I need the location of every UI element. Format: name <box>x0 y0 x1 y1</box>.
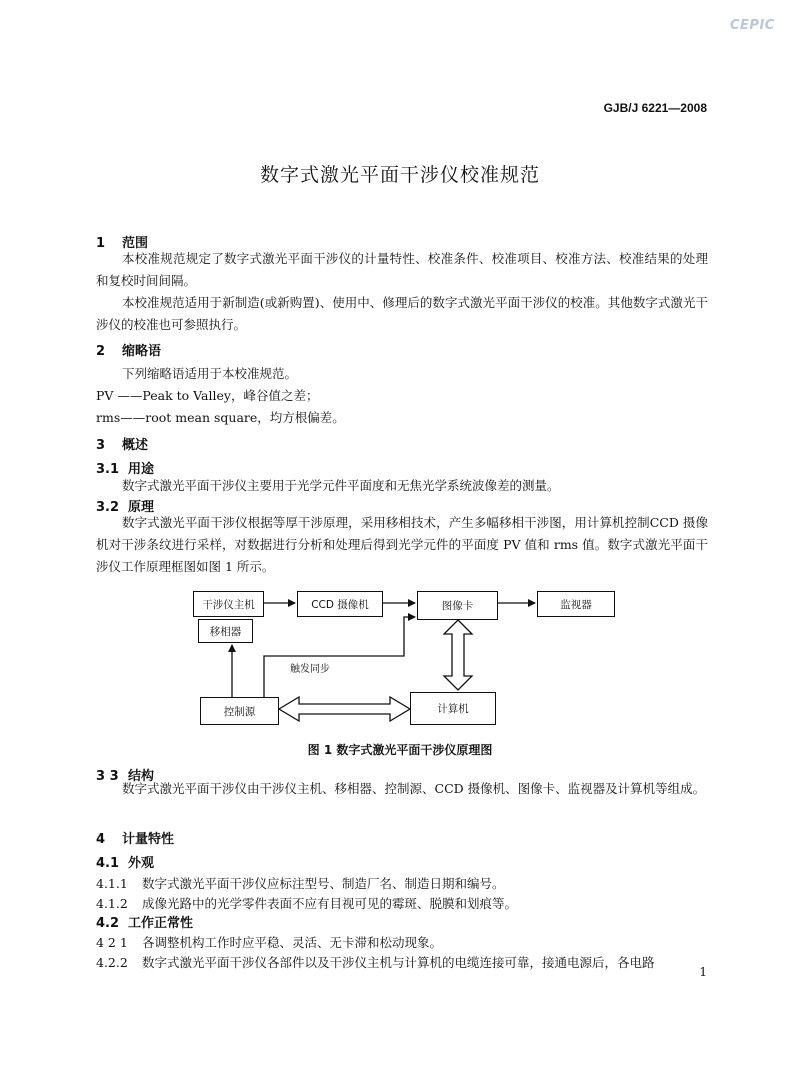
section-title: 缩略语 <box>122 344 162 359</box>
section-title: 概述 <box>122 438 149 453</box>
page-number: 1 <box>699 965 707 979</box>
figure-caption: 图 1 数字式激光平面干涉仪原理图 <box>307 743 493 757</box>
section-number: 3 <box>96 438 106 453</box>
abbrev-intro: 下列缩略语适用于本校准规范。 <box>122 366 298 381</box>
section-number: 4.2 <box>96 916 120 931</box>
section-4-2-heading <box>96 912 193 931</box>
section-3-heading <box>96 434 148 453</box>
section-number: 3 3 <box>96 769 119 784</box>
section-4-heading <box>96 828 174 847</box>
box-main-unit: 干涉仪主机 <box>193 591 264 617</box>
section-title: 原理 <box>128 500 155 515</box>
list-item <box>96 953 716 971</box>
box-control-source: 控制源 <box>200 697 279 725</box>
cepic-logo: CEPIC <box>730 18 775 33</box>
section-1-para-1: 本校准规范规定了数字式激光平面干涉仪的计量特性、校准条件、校准项目、校准方法、校准结果的处理和复校时间间隔。 <box>96 251 708 288</box>
section-3-1-heading <box>96 458 154 477</box>
standard-code: GJB/J 6221—2008 <box>603 101 707 115</box>
item-text: 数字式激光平面干涉仪各部件以及干涉仪主机与计算机的电缆连接可靠，接通电源后，各电路 <box>142 955 655 970</box>
section-number: 3.2 <box>96 500 120 515</box>
abbrev-pv: PV ——Peak to Valley，峰谷值之差； <box>96 388 319 403</box>
item-text: 各调整机构工作时应平稳、灵活、无卡滞和松动现象。 <box>142 935 443 950</box>
section-1-para-2: 本校准规范适用于新制造(或新购置)、使用中、修理后的数字式激光平面干涉仪的校准。其他数字式激光干涉仪的校准也可参照执行。 <box>96 295 708 332</box>
item-text: 成像光路中的光学零件表面不应有目视可见的霉斑、脱膜和划痕等。 <box>142 896 518 911</box>
section-4-1-heading <box>96 852 154 871</box>
section-3-3-para: 数字式激光平面干涉仪由干涉仪主机、移相器、控制源、CCD 摄像机、图像卡、监视器及计算机等组成。 <box>122 781 706 796</box>
item-number: 4.1.1 <box>96 876 128 891</box>
section-title: 外观 <box>128 856 155 871</box>
item-number: 4 2 1 <box>96 935 128 950</box>
section-number: 1 <box>96 236 106 251</box>
double-arrow-imagecard-computer <box>444 620 472 690</box>
section-number: 4.1 <box>96 856 120 871</box>
trigger-sync-label: 触发同步 <box>290 664 330 675</box>
section-title: 计量特性 <box>122 832 175 847</box>
section-number: 4 <box>96 832 106 847</box>
arrow-trigger-sync <box>264 617 415 697</box>
double-arrow-control-computer <box>279 697 410 721</box>
abbrev-rms: rms——root mean square，均方根偏差。 <box>96 410 345 425</box>
item-number: 4.2.2 <box>96 955 128 970</box>
section-title: 用途 <box>128 462 155 477</box>
section-3-2-para: 数字式激光平面干涉仪根据等厚干涉原理，采用移相技术，产生多幅移相干涉图，用计算机控制CCD 摄像机对干涉条纹进行采样，对数据进行分析和处理后得到光学元件的平面度 PV 值和 rms 值。数字式激光平面干涉仪工作原理框图如图 1 所示。 <box>96 515 708 574</box>
section-3-1-para: 数字式激光平面干涉仪主要用于光学元件平面度和无焦光学系统波像差的测量。 <box>122 478 560 493</box>
box-phase-shifter: 移相器 <box>198 619 253 643</box>
section-title: 结构 <box>128 769 155 784</box>
section-title: 范围 <box>122 236 149 251</box>
box-ccd-camera: CCD 摄像机 <box>297 591 383 617</box>
list-item <box>96 894 517 912</box>
section-number: 2 <box>96 344 106 359</box>
box-computer: 计算机 <box>410 692 496 725</box>
list-item <box>96 933 442 951</box>
item-number: 4.1.2 <box>96 896 128 911</box>
box-monitor: 监视器 <box>537 591 615 617</box>
document-title: 数字式激光平面干涉仪校准规范 <box>259 164 540 186</box>
item-text: 数字式激光平面干涉仪应标注型号、制造厂名、制造日期和编号。 <box>142 876 505 891</box>
box-image-card: 图像卡 <box>417 591 498 620</box>
list-item <box>96 874 505 892</box>
section-number: 3.1 <box>96 462 120 477</box>
section-title: 工作正常性 <box>128 916 194 931</box>
section-2-heading <box>96 340 161 359</box>
